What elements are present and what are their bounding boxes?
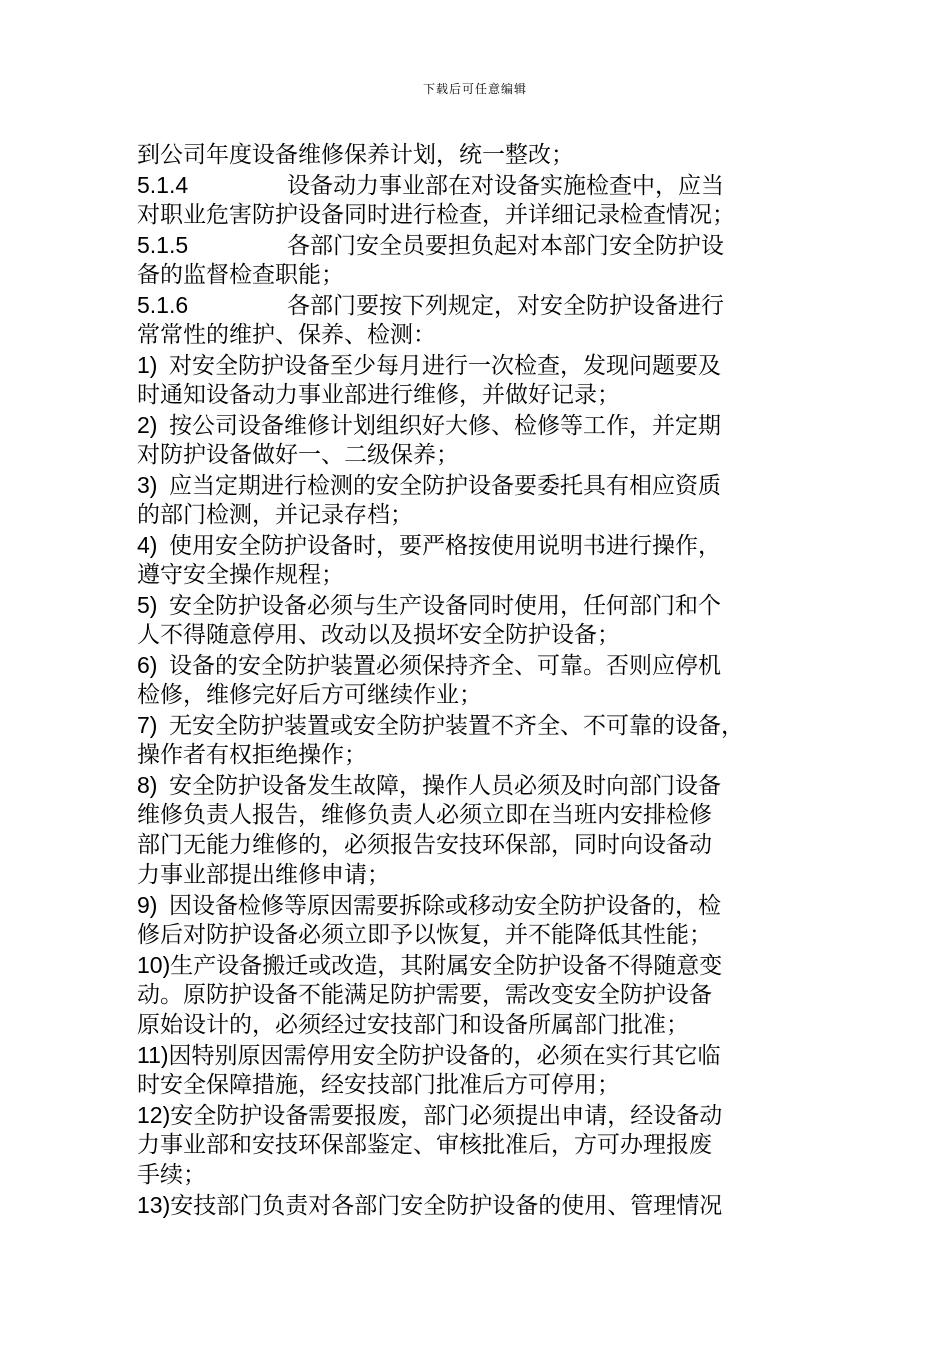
item-number: 11) xyxy=(137,1042,169,1068)
list-item-line xyxy=(137,470,827,500)
text-line xyxy=(137,140,827,170)
item-number: 12) xyxy=(137,1102,171,1128)
line-text: 因设备检修等原因需要拆除或移动安全防护设备的，检 xyxy=(168,893,721,919)
text-line xyxy=(137,560,827,590)
text-line xyxy=(137,200,827,230)
line-text: 动。原防护设备不能满足防护需要，需改变安全防护设备 xyxy=(137,982,712,1008)
document-body xyxy=(137,140,827,1220)
text-line xyxy=(137,500,827,530)
list-item-line xyxy=(137,1190,827,1220)
page-header: 下载后可任意编辑 xyxy=(422,82,527,96)
line-text: 力事业部提出维修申请； xyxy=(137,862,390,888)
section-line xyxy=(137,170,827,200)
text-line xyxy=(137,620,827,650)
line-text: 对防护设备做好一、二级保养； xyxy=(137,442,459,468)
list-item-line xyxy=(137,530,827,560)
line-text: 手续； xyxy=(137,1162,206,1188)
line-text: 操作者有权拒绝操作； xyxy=(137,742,367,768)
list-item-line xyxy=(137,950,827,980)
line-text: 遵守安全操作规程； xyxy=(137,562,344,588)
line-text: 力事业部和安技环保部鉴定、审核批准后，方可办理报废 xyxy=(137,1132,712,1158)
line-text: 对职业危害防护设备同时进行检查，并详细记录检查情况； xyxy=(137,202,735,228)
text-line xyxy=(137,1070,827,1100)
line-text: 时安全保障措施，经安技部门批准后方可停用； xyxy=(137,1072,620,1098)
text-line xyxy=(137,1160,827,1190)
section-number: 5.1.5 xyxy=(137,232,189,258)
text-line xyxy=(137,1130,827,1160)
item-number: 13) xyxy=(137,1192,171,1218)
list-item-line xyxy=(137,770,827,800)
section-number: 5.1.4 xyxy=(137,172,189,198)
line-text: 修后对防护设备必须立即予以恢复，并不能降低其性能； xyxy=(137,922,712,948)
text-line xyxy=(137,740,827,770)
line-text: 安全防护设备必须与生产设备同时使用，任何部门和个 xyxy=(168,593,721,619)
line-text: 各部门要按下列规定，对安全防护设备进行 xyxy=(287,293,724,319)
line-text: 各部门安全员要担负起对本部门安全防护设 xyxy=(287,233,724,259)
section-number: 5.1.6 xyxy=(137,292,189,318)
line-text: 检修，维修完好后方可继续作业； xyxy=(137,682,482,708)
text-line xyxy=(137,980,827,1010)
text-line xyxy=(137,680,827,710)
text-line xyxy=(137,800,827,830)
text-line xyxy=(137,860,827,890)
line-text: 原始设计的，必须经过安技部门和设备所属部门批准； xyxy=(137,1012,689,1038)
line-text: 无安全防护装置或安全防护装置不齐全、不可靠的设备， xyxy=(168,713,744,739)
item-number: 10) xyxy=(137,952,171,978)
list-item-line xyxy=(137,590,827,620)
line-text: 设备动力事业部在对设备实施检查中，应当 xyxy=(287,173,724,199)
line-text: 生产设备搬迁或改造，其附属安全防护设备不得随意变 xyxy=(170,953,723,979)
line-text: 按公司设备维修计划组织好大修、检修等工作，并定期 xyxy=(168,413,721,439)
line-text: 应当定期进行检测的安全防护设备要委托具有相应资质 xyxy=(168,473,721,499)
list-item-line xyxy=(137,710,827,740)
item-number: 9) xyxy=(137,892,158,918)
line-text: 对安全防护设备至少每月进行一次检查，发现问题要及 xyxy=(168,353,721,379)
line-text: 安全防护设备发生故障，操作人员必须及时向部门设备 xyxy=(168,773,721,799)
item-number: 5) xyxy=(137,592,158,618)
line-text: 使用安全防护设备时，要严格按使用说明书进行操作， xyxy=(168,533,721,559)
item-number: 6) xyxy=(137,652,158,678)
list-item-line xyxy=(137,1040,827,1070)
item-number: 2) xyxy=(137,412,158,438)
line-text: 安全防护设备需要报废，部门必须提出申请，经设备动 xyxy=(170,1103,723,1129)
line-text: 部门无能力维修的，必须报告安技环保部，同时向设备动 xyxy=(137,832,712,858)
text-line xyxy=(137,260,827,290)
item-number: 1) xyxy=(137,352,158,378)
list-item-line xyxy=(137,410,827,440)
line-text: 维修负责人报告，维修负责人必须立即在当班内安排检修 xyxy=(137,802,712,828)
line-text: 设备的安全防护装置必须保持齐全、可靠。否则应停机 xyxy=(168,653,721,679)
section-line xyxy=(137,230,827,260)
line-text: 常常性的维护、保养、检测： xyxy=(137,322,436,348)
text-line xyxy=(137,440,827,470)
line-text: 到公司年度设备维修保养计划，统一整改； xyxy=(137,142,574,168)
item-number: 3) xyxy=(137,472,158,498)
text-line xyxy=(137,830,827,860)
line-text: 因特别原因需停用安全防护设备的，必须在实行其它临 xyxy=(168,1043,721,1069)
list-item-line xyxy=(137,1100,827,1130)
text-line xyxy=(137,920,827,950)
list-item-line xyxy=(137,350,827,380)
list-item-line xyxy=(137,650,827,680)
item-number: 7) xyxy=(137,712,158,738)
line-text: 时通知设备动力事业部进行维修，并做好记录； xyxy=(137,382,620,408)
text-line xyxy=(137,1010,827,1040)
line-text: 的部门检测，并记录存档； xyxy=(137,502,413,528)
section-line xyxy=(137,290,827,320)
line-text: 安技部门负责对各部门安全防护设备的使用、管理情况 xyxy=(170,1193,723,1219)
item-number: 8) xyxy=(137,772,158,798)
line-text: 备的监督检查职能； xyxy=(137,262,344,288)
text-line xyxy=(137,320,827,350)
text-line xyxy=(137,380,827,410)
item-number: 4) xyxy=(137,532,158,558)
line-text: 人不得随意停用、改动以及损坏安全防护设备； xyxy=(137,622,620,648)
list-item-line xyxy=(137,890,827,920)
